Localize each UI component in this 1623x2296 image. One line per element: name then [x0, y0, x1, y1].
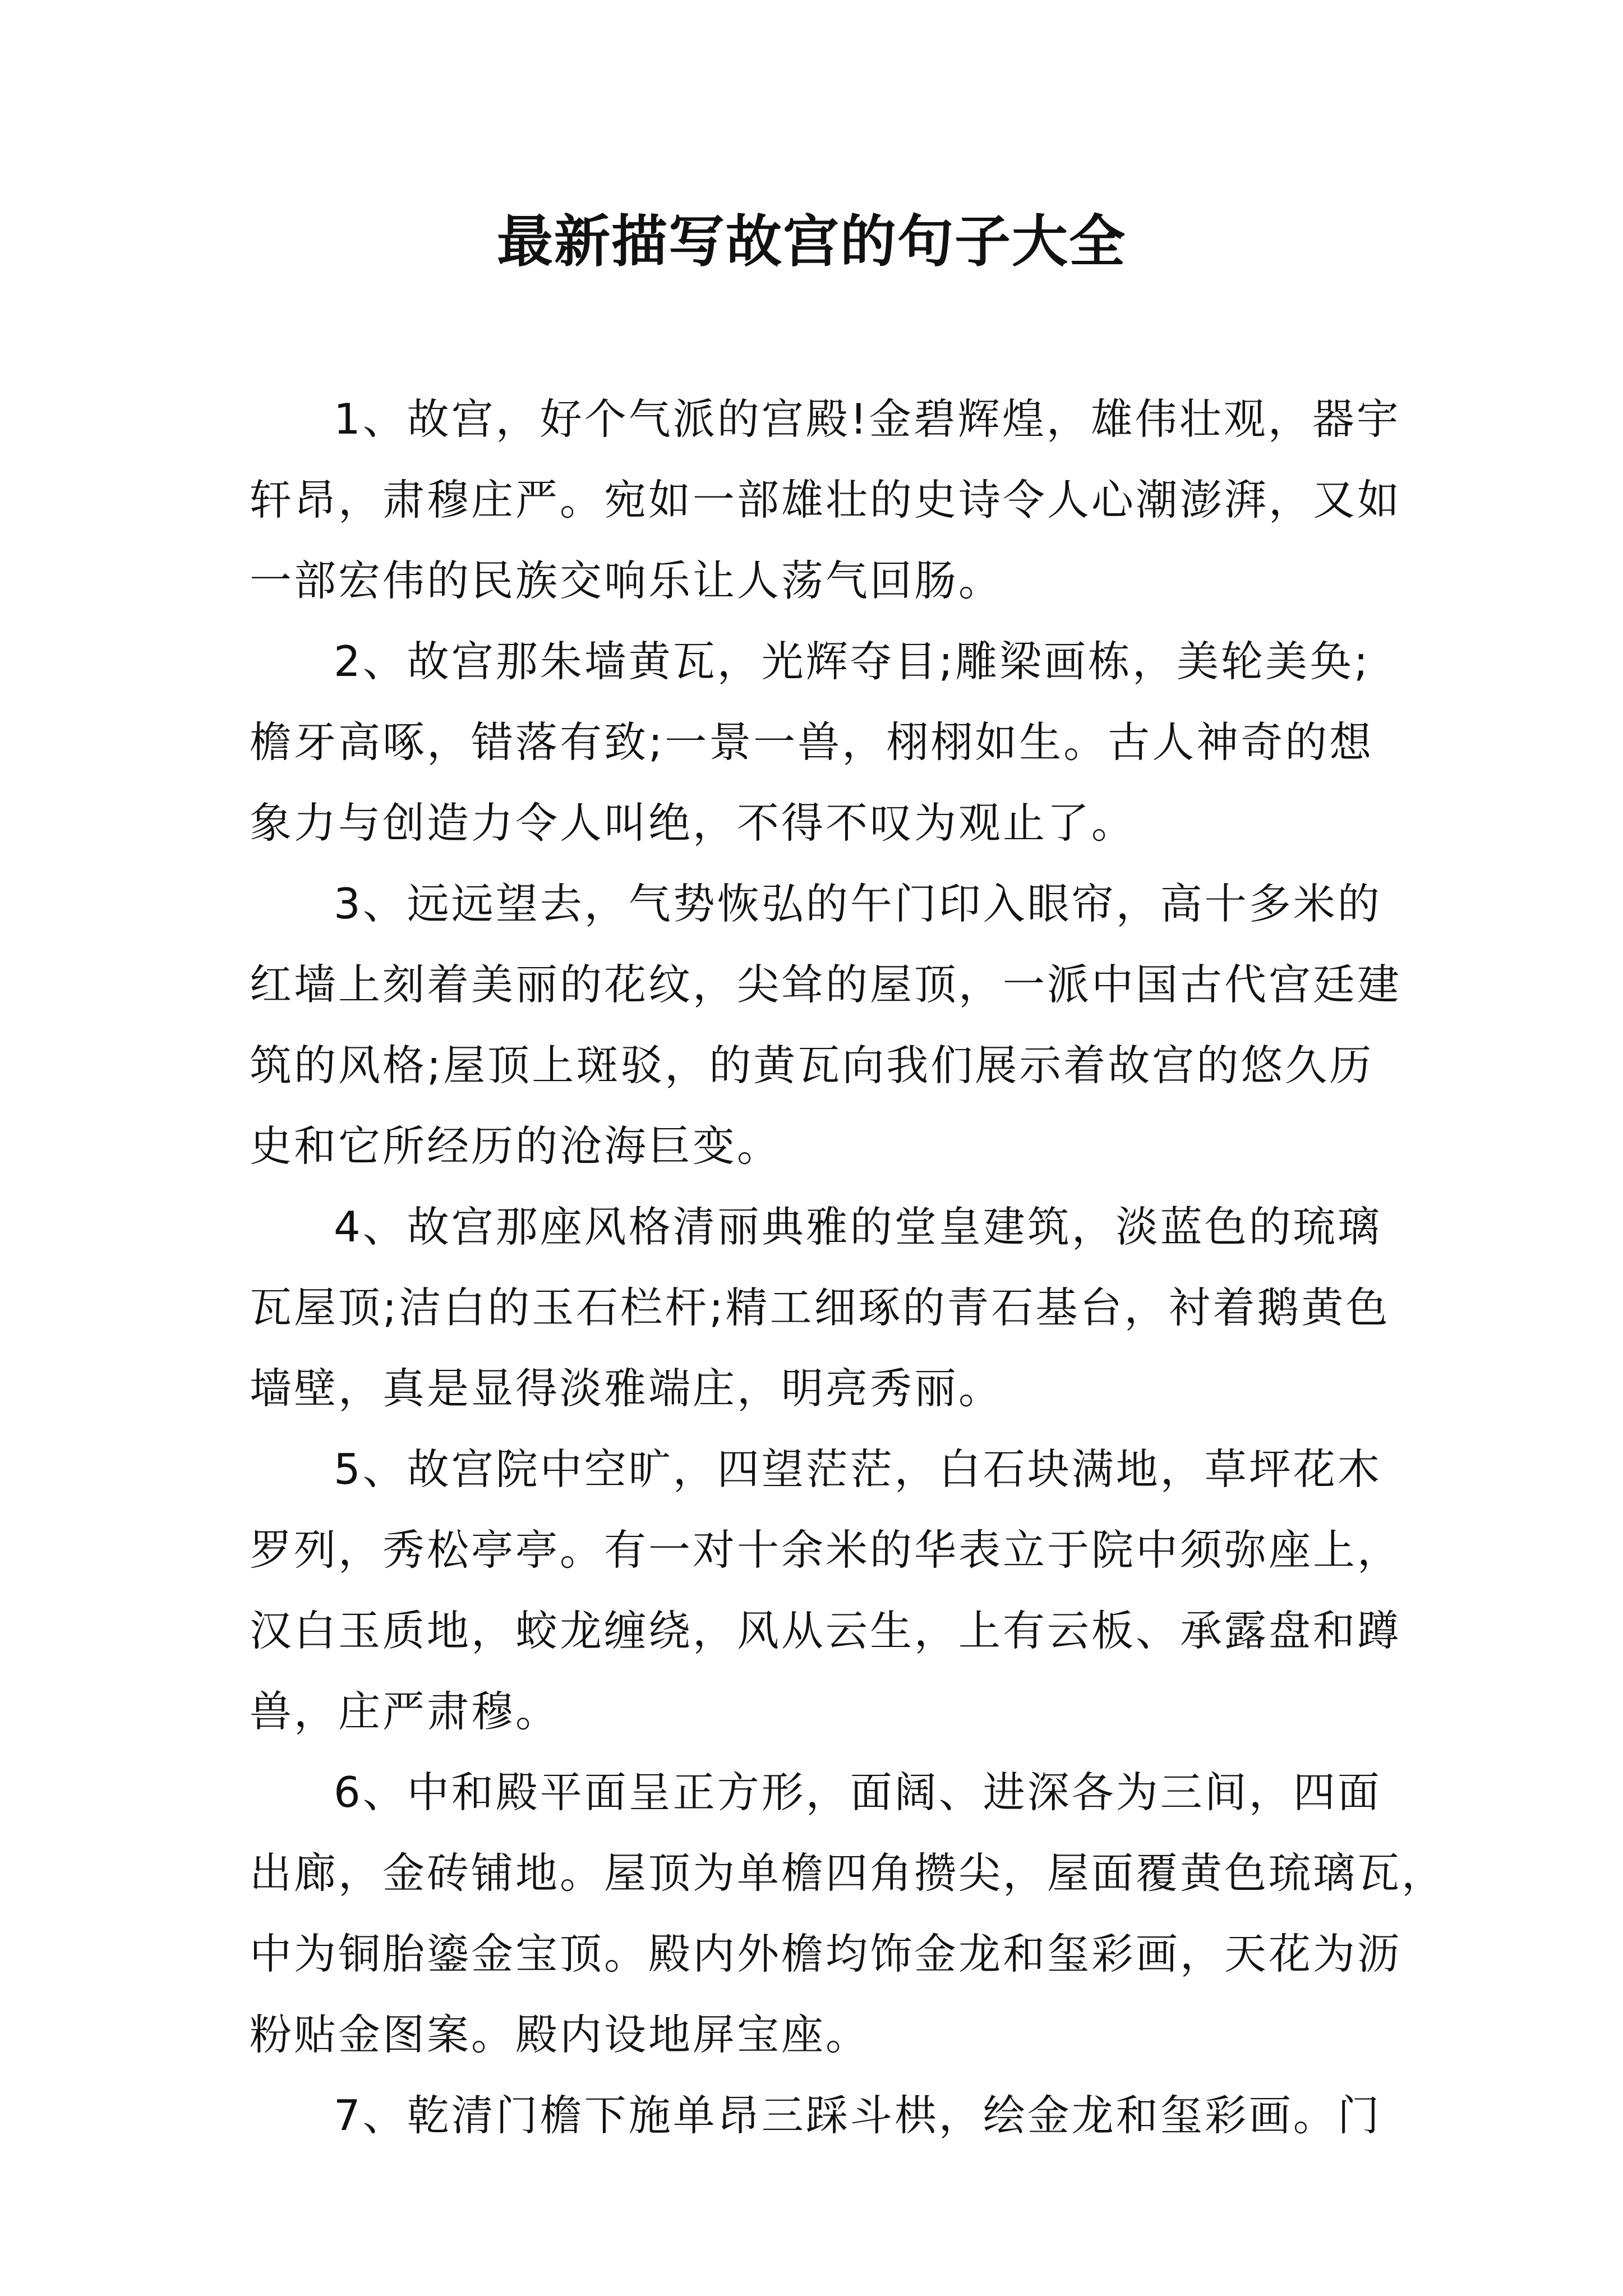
- document-title: 最新描写故宫的句子大全: [497, 208, 1126, 274]
- paragraph-line: 汉白玉质地，蛟龙缠绕，风从云生，上有云板、承露盘和蹲: [250, 1606, 1402, 1655]
- paragraph-line: 史和它所经历的沧海巨变。: [250, 1121, 782, 1171]
- paragraph-line: 红墙上刻着美丽的花纹，尖耸的屋顶，一派中国古代宫廷建: [250, 960, 1402, 1009]
- paragraph-line: 出廊，金砖铺地。屋顶为单檐四角攒尖，屋面覆黄色琉璃瓦，: [250, 1848, 1446, 1898]
- paragraph-line: 中为铜胎鎏金宝顶。殿内外檐均饰金龙和玺彩画，天花为沥: [250, 1929, 1402, 1978]
- paragraph-line: 墙壁，真是显得淡雅端庄，明亮秀丽。: [250, 1364, 1003, 1413]
- paragraph: [250, 1429, 1402, 1752]
- paragraph: [250, 2075, 1388, 2156]
- paragraph: [250, 621, 1388, 863]
- paragraph-line: 4、故宫那座风格清丽典雅的堂皇建筑，淡蓝色的琉璃: [334, 1202, 1382, 1251]
- paragraph-line: 轩昂，肃穆庄严。宛如一部雄壮的史诗令人心潮澎湃，又如: [250, 475, 1402, 524]
- paragraph-line: 6、中和殿平面呈正方形，面阔、进深各为三间，四面: [334, 1768, 1382, 1817]
- paragraph: [250, 1752, 1446, 2075]
- paragraph-line: 7、乾清门檐下施单昂三踩斗栱，绘金龙和玺彩画。门: [334, 2091, 1382, 2140]
- paragraph-line: 粉贴金图案。殿内设地屏宝座。: [250, 2010, 870, 2059]
- paragraph-line: 5、故宫院中空旷，四望茫茫，白石块满地，草坪花木: [334, 1444, 1382, 1494]
- paragraph-line: 檐牙高啄，错落有致;一景一兽，栩栩如生。古人神奇的想: [250, 717, 1374, 767]
- paragraph-line: 3、远远望去，气势恢弘的午门印入眼帘，高十多米的: [334, 879, 1382, 928]
- paragraph-line: 兽，庄严肃穆。: [250, 1687, 560, 1736]
- paragraph-line: 瓦屋顶;洁白的玉石栏杆;精工细琢的青石基台，衬着鹅黄色: [250, 1283, 1390, 1332]
- paragraph-line: 象力与创造力令人叫绝，不得不叹为观止了。: [250, 798, 1136, 848]
- paragraph-line: 一部宏伟的民族交响乐让人荡气回肠。: [250, 556, 1003, 605]
- document-body: [250, 379, 1446, 2156]
- paragraph-line: 罗列，秀松亭亭。有一对十余米的华表立于院中须弥座上，: [250, 1525, 1402, 1575]
- paragraph: [250, 1186, 1388, 1429]
- paragraph-line: 1、故宫，好个气派的宫殿!金碧辉煌，雄伟壮观，器宇: [334, 394, 1401, 444]
- paragraph: [250, 863, 1402, 1186]
- paragraph-line: 筑的风格;屋顶上斑驳，的黄瓦向我们展示着故宫的悠久历: [250, 1041, 1374, 1090]
- paragraph-line: 2、故宫那朱墙黄瓦，光辉夺目;雕梁画栋，美轮美奂;: [334, 637, 1371, 686]
- paragraph: [250, 379, 1402, 621]
